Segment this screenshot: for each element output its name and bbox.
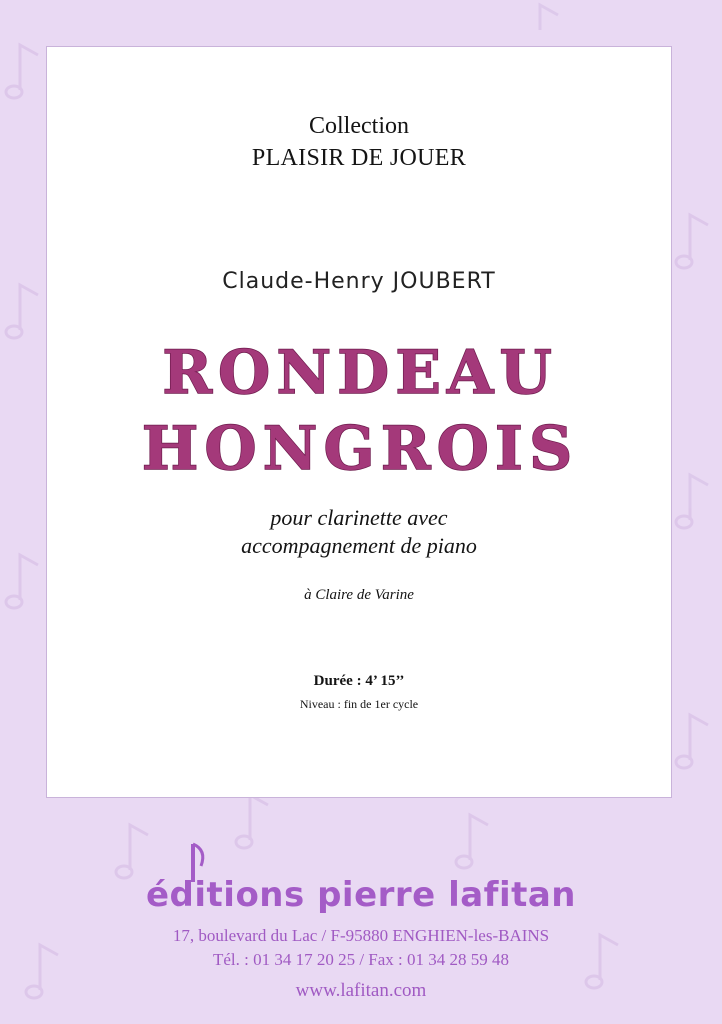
publisher-address: 17, boulevard du Lac / F-95880 ENGHIEN-les-BAINS (172, 926, 550, 945)
publisher-logo (0, 838, 722, 918)
publisher-name: éditions pierre lafitan (145, 875, 577, 915)
instrumentation-line-1: pour clarinette avec (270, 505, 448, 530)
publisher-phone: Tél. : 01 34 17 20 25 / Fax : 01 34 28 59 48 (212, 950, 510, 969)
duration: Durée : 4’ 15’’ (313, 673, 405, 689)
title-panel (46, 46, 672, 798)
piece-title (47, 327, 673, 477)
title-line-1: RONDEAU (162, 338, 558, 408)
dedication: à Claire de Varine (304, 587, 414, 603)
composer-name: Claude-Henry JOUBERT (222, 269, 496, 294)
collection-label: Collection (309, 113, 409, 139)
publisher-website[interactable]: www.lafitan.com (295, 980, 427, 1001)
title-line-2: HONGROIS (141, 414, 579, 477)
instrumentation-line-2: accompagnement de piano (241, 533, 477, 558)
difficulty-level: Niveau : fin de 1er cycle (299, 697, 419, 711)
collection-name: PLAISIR DE JOUER (251, 145, 467, 171)
